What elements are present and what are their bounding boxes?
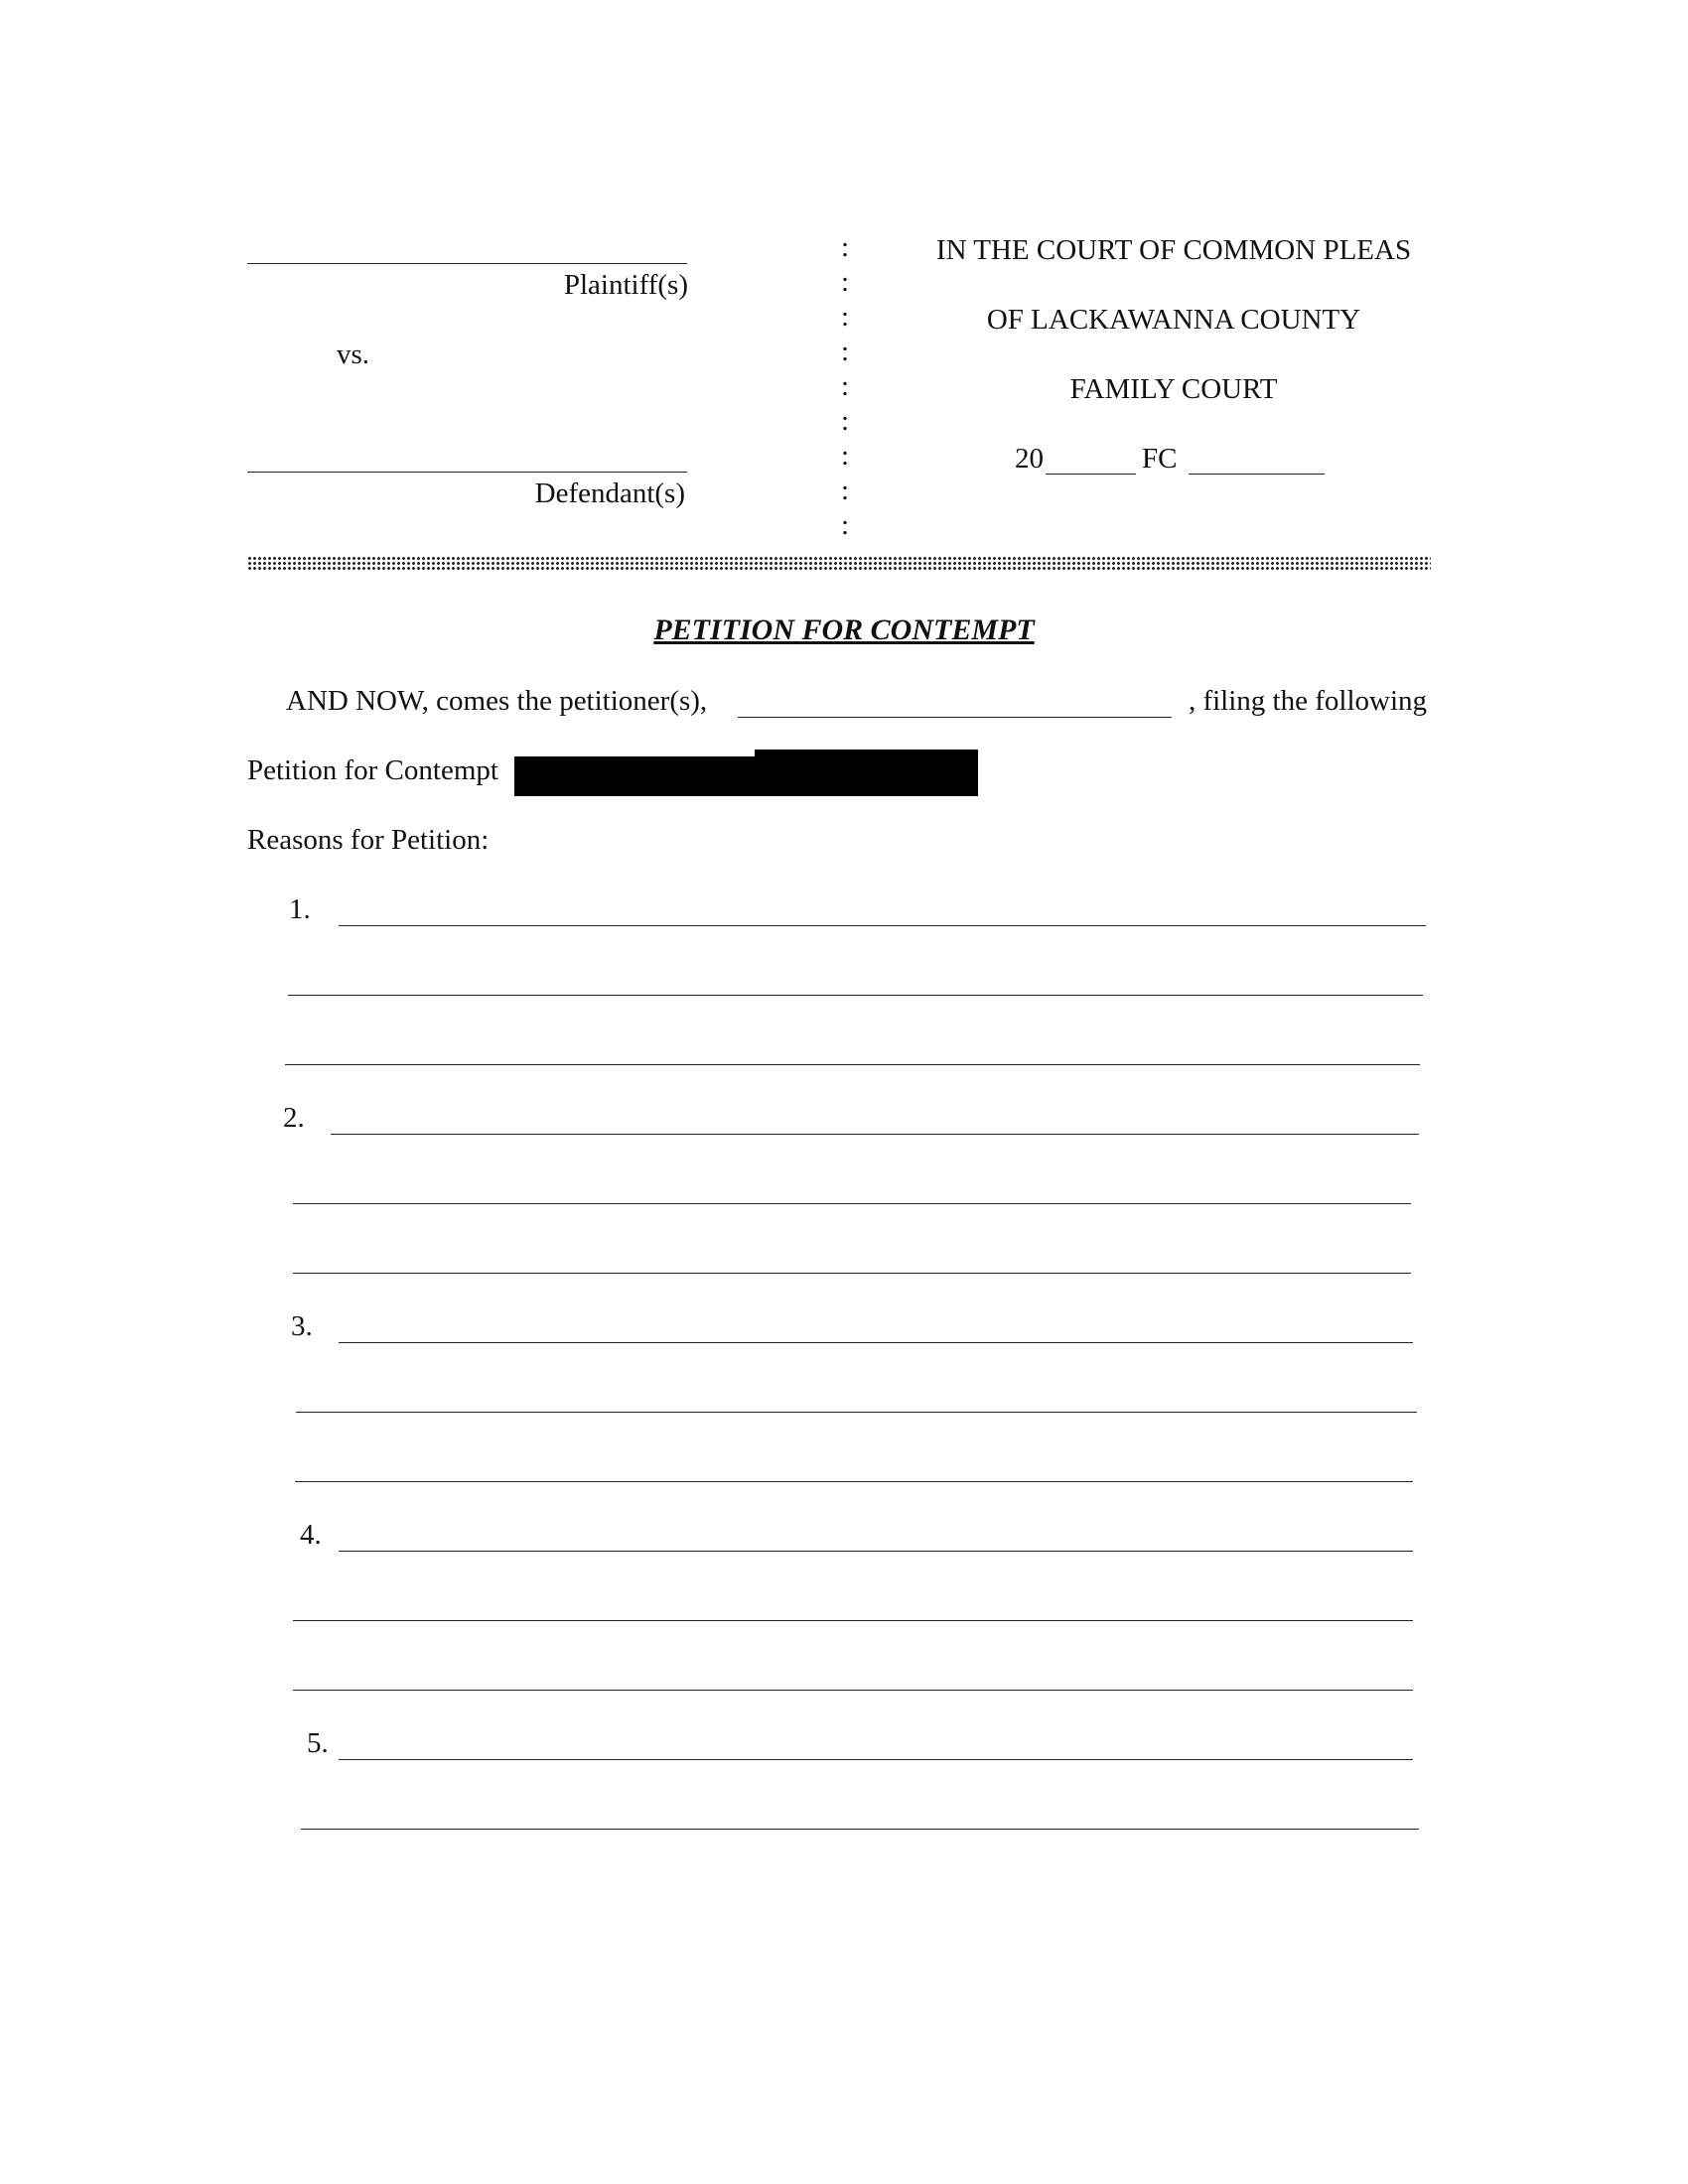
defendant-name-field[interactable] (247, 472, 687, 473)
colon: : (840, 301, 850, 333)
colon: : (840, 440, 850, 472)
intro-text: AND NOW, comes the petitioner(s), (286, 685, 708, 717)
document-title: PETITION FOR CONTEMPT (653, 614, 1035, 646)
petitioner-name-field[interactable] (738, 717, 1172, 718)
docket-number-field[interactable] (1189, 474, 1325, 475)
defendant-label: Defendant(s) (534, 478, 685, 509)
reason-4-line-3[interactable] (293, 1690, 1413, 1691)
colon: : (840, 370, 850, 402)
reason-5-line-2[interactable] (301, 1829, 1419, 1830)
docket-year-prefix: 20 (1015, 443, 1044, 475)
reason-3-line-1[interactable] (339, 1342, 1413, 1343)
reason-2-line-2[interactable] (293, 1203, 1411, 1204)
colon: : (840, 475, 850, 506)
reason-4-line-1[interactable] (339, 1551, 1413, 1552)
reason-1-line-3[interactable] (285, 1064, 1420, 1065)
reasons-label: Reasons for Petition: (247, 824, 490, 856)
colon: : (840, 266, 850, 298)
reason-3-line-2[interactable] (296, 1412, 1417, 1413)
reason-5-line-1[interactable] (339, 1759, 1413, 1760)
reason-number: 1. (289, 893, 311, 925)
colon: : (840, 231, 850, 263)
reason-3-line-3[interactable] (295, 1481, 1413, 1482)
reason-number: 5. (307, 1727, 329, 1759)
reason-4-line-2[interactable] (293, 1620, 1413, 1621)
colon: : (840, 336, 850, 367)
reason-2-line-1[interactable] (331, 1134, 1419, 1135)
vs-label: vs. (337, 339, 370, 370)
docket-fc-label: FC (1142, 443, 1178, 475)
reason-number: 4. (300, 1519, 322, 1551)
reason-1-line-2[interactable] (288, 995, 1423, 996)
redaction-bar (514, 756, 978, 796)
reason-2-line-3[interactable] (293, 1273, 1411, 1274)
court-heading-line1: IN THE COURT OF COMMON PLEAS (935, 234, 1412, 266)
intro-text-continued: , filing the following (1188, 685, 1427, 717)
reason-number: 2. (283, 1102, 305, 1134)
court-heading-line2: OF LACKAWANNA COUNTY (986, 304, 1361, 336)
court-heading-line3: FAMILY COURT (1069, 373, 1278, 405)
colon: : (840, 405, 850, 437)
redaction-bar-tab (755, 750, 978, 759)
petition-for-contempt-label: Petition for Contempt (247, 754, 498, 786)
caption-divider (247, 556, 1431, 572)
reason-number: 3. (291, 1310, 313, 1342)
plaintiff-label: Plaintiff(s) (563, 269, 688, 301)
colon: : (840, 509, 850, 541)
reason-1-line-1[interactable] (339, 925, 1426, 926)
docket-year-field[interactable] (1046, 474, 1136, 475)
